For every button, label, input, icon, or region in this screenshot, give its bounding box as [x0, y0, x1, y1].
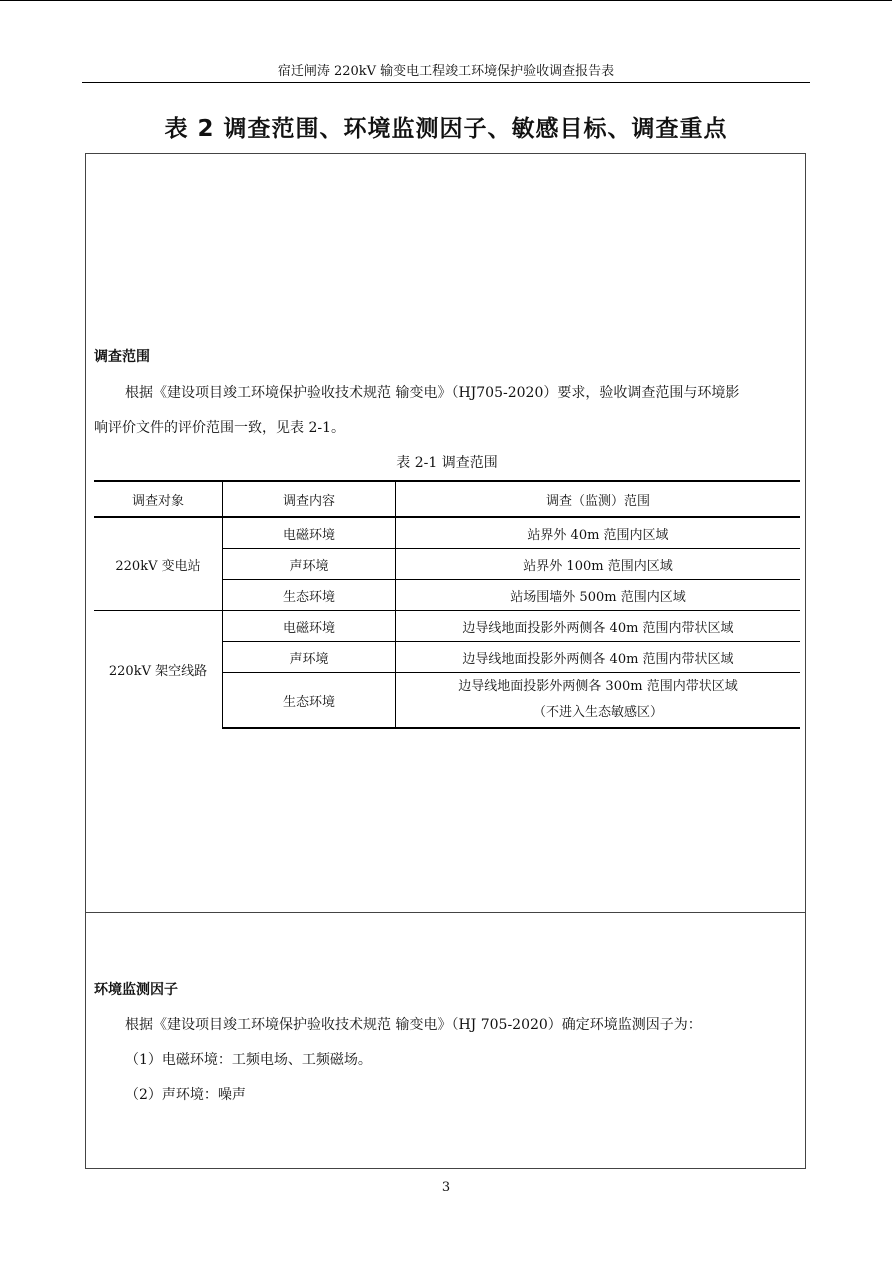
content-cell: 声环境: [223, 642, 396, 673]
header-rule: [82, 82, 810, 83]
document-title: 表 2 调查范围、环境监测因子、敏感目标、调查重点: [164, 116, 728, 142]
content-cell: 电磁环境: [223, 611, 396, 642]
table-row: [94, 517, 800, 549]
survey-scope-heading: 调查范围: [94, 349, 150, 365]
survey-scope-table: [94, 480, 800, 729]
survey-scope-paragraph-line1: 根据《建设项目竣工环境保护验收技术规范 输变电》（HJ705-2020）要求，验收调查范围与环境影: [125, 385, 740, 401]
monitoring-factor-item: （1）电磁环境：工频电场、工频磁场。: [125, 1052, 372, 1068]
table-caption: 表 2-1 调查范围: [396, 455, 498, 471]
content-cell: 生态环境: [223, 673, 396, 729]
monitoring-factors-intro: 根据《建设项目竣工环境保护验收技术规范 输变电》（HJ 705-2020）确定环境监测因子为：: [125, 1017, 702, 1033]
header-range: 调查（监测）范围: [396, 481, 801, 517]
running-header: 宿迁闸涛 220kV 输变电工程竣工环境保护验收调查报告表: [277, 64, 615, 79]
content-cell: 生态环境: [223, 580, 396, 611]
range-cell: 站界外 40m 范围内区域: [527, 527, 669, 543]
header-object: 调查对象: [94, 481, 223, 517]
table-row: [94, 611, 800, 642]
range-cell: 边导线地面投影外两侧各 40m 范围内带状区域: [396, 611, 801, 642]
survey-scope-paragraph-line2: 响评价文件的评价范围一致，见表 2-1。: [94, 420, 345, 436]
monitoring-factors-heading: 环境监测因子: [94, 982, 178, 998]
range-cell-multiline: [396, 673, 801, 729]
content-cell: 电磁环境: [223, 517, 396, 549]
range-text: 边导线地面投影外两侧各 300m 范围内带状区域: [458, 679, 738, 694]
object-overhead-line: 220kV 架空线路: [94, 611, 223, 729]
page-number: 3: [441, 1180, 451, 1195]
top-border-line: [0, 0, 892, 1]
range-cell: 站场围墙外 500m 范围内区域: [396, 580, 801, 611]
table-header-row: [94, 481, 800, 517]
object-substation: 220kV 变电站: [94, 517, 223, 611]
frame-divider: [85, 912, 806, 913]
content-cell: 声环境: [223, 549, 396, 580]
monitoring-factor-item: （2）声环境：噪声: [125, 1087, 246, 1103]
range-cell: 站界外 100m 范围内区域: [396, 549, 801, 580]
range-note: （不进入生态敏感区）: [532, 705, 663, 720]
header-content: 调查内容: [223, 481, 396, 517]
range-cell: 边导线地面投影外两侧各 40m 范围内带状区域: [396, 642, 801, 673]
